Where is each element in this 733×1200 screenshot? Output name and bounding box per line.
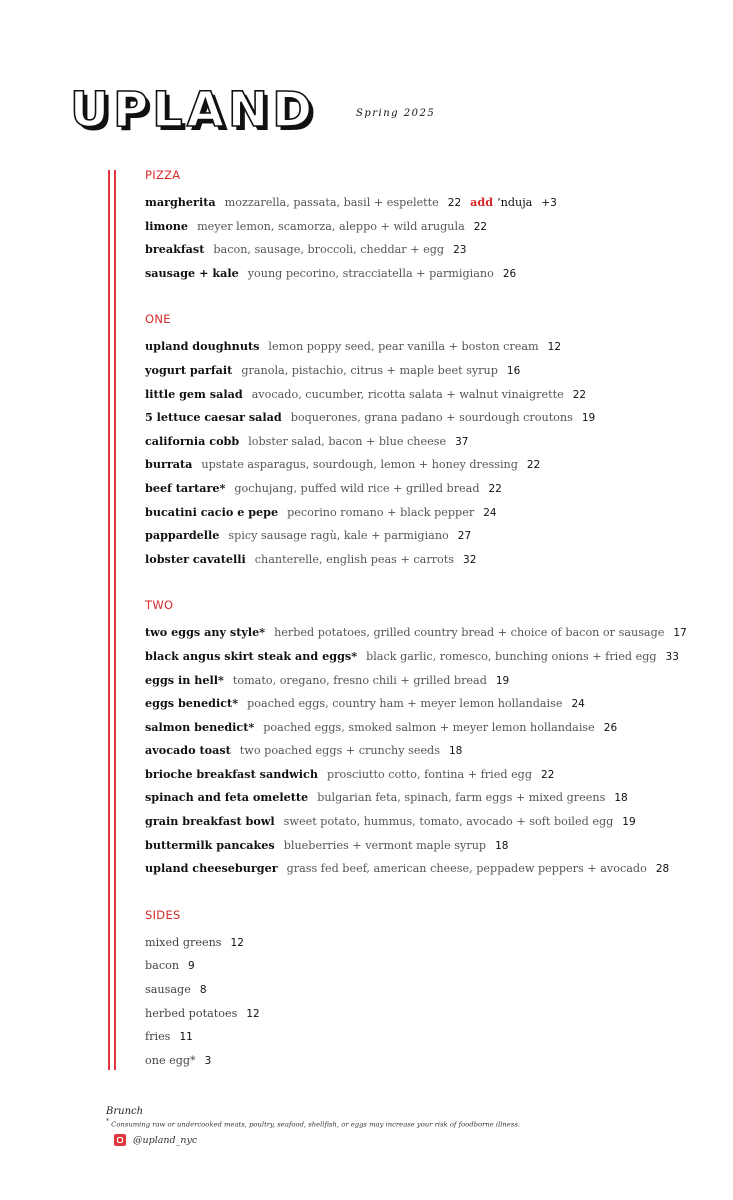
menu-item bbox=[145, 692, 720, 716]
item-price: 22 bbox=[541, 768, 555, 781]
item-description: black garlic, romesco, bunching onions + fried egg bbox=[366, 649, 657, 663]
item-price: 9 bbox=[188, 960, 195, 973]
menu-item bbox=[145, 978, 720, 1002]
item-name: brioche breakfast sandwich bbox=[145, 766, 318, 781]
item-description: chanterelle, english peas + carrots bbox=[254, 552, 455, 566]
menu-item bbox=[145, 857, 720, 881]
item-price: 22 bbox=[488, 482, 502, 495]
section-title: PIZZA bbox=[145, 168, 181, 182]
item-name: mixed greens bbox=[145, 935, 222, 949]
item-description: poached eggs, country ham + meyer lemon hollandaise bbox=[247, 697, 563, 711]
menu-season: Spring 2025 bbox=[356, 108, 436, 119]
menu-item bbox=[145, 359, 720, 383]
item-price: 19 bbox=[622, 816, 636, 829]
item-price: 19 bbox=[495, 674, 510, 687]
item-name: one egg* bbox=[145, 1053, 196, 1067]
menu-item bbox=[145, 524, 720, 548]
menu-footer bbox=[106, 1106, 520, 1146]
menu-item bbox=[145, 786, 720, 810]
section-title: SIDES bbox=[145, 907, 181, 922]
addon-item: ’nduja bbox=[497, 196, 533, 209]
item-price: 22 bbox=[447, 197, 462, 209]
item-price: 17 bbox=[673, 627, 687, 640]
item-description: gochujang, puffed wild rice + grilled bread bbox=[234, 481, 480, 495]
section-title: TWO bbox=[145, 598, 174, 613]
item-name: sausage bbox=[145, 983, 191, 997]
item-price: 22 bbox=[572, 388, 587, 401]
menu-section-two bbox=[145, 598, 720, 881]
item-price: 3 bbox=[204, 1054, 212, 1067]
menu-item bbox=[145, 834, 720, 858]
item-description: young pecorino, stracciatella + parmigiano bbox=[247, 266, 494, 280]
item-description: lemon poppy seed, pear vanilla + boston cream bbox=[268, 340, 539, 354]
item-description: herbed potatoes, grilled country bread + choice of bacon or sausage bbox=[274, 626, 665, 640]
item-name: upland cheeseburger bbox=[145, 861, 278, 876]
item-price: 22 bbox=[526, 459, 541, 472]
item-price: 26 bbox=[603, 721, 618, 734]
item-description: mozzarella, passata, basil + espelette bbox=[224, 196, 439, 209]
menu-body bbox=[145, 168, 720, 1099]
item-name: upland doughnuts bbox=[145, 339, 260, 354]
item-description: sweet potato, hummus, tomato, avocado + soft boiled egg bbox=[283, 815, 614, 829]
menu-item bbox=[145, 335, 720, 359]
item-description: bulgarian feta, spinach, farm eggs + mixed greens bbox=[317, 791, 606, 805]
menu-item bbox=[145, 501, 720, 525]
item-description: lobster salad, bacon + blue cheese bbox=[248, 434, 447, 448]
item-name: little gem salad bbox=[145, 386, 243, 401]
item-price: 37 bbox=[455, 435, 469, 448]
item-description: prosciutto cotto, fontina + fried egg bbox=[326, 767, 533, 781]
restaurant-logo: UPLAND bbox=[70, 82, 316, 138]
item-name: black angus skirt steak and eggs* bbox=[145, 648, 358, 663]
item-price: 12 bbox=[246, 1007, 260, 1020]
menu-item bbox=[145, 383, 720, 407]
item-name: margherita bbox=[145, 195, 216, 209]
social-handle[interactable] bbox=[114, 1134, 520, 1146]
item-description: granola, pistachio, citrus + maple beet syrup bbox=[241, 363, 498, 377]
item-name: fries bbox=[145, 1030, 171, 1044]
instagram-icon bbox=[114, 1134, 126, 1146]
menu-item bbox=[145, 215, 720, 239]
item-price: 18 bbox=[448, 745, 463, 758]
item-name: burrata bbox=[145, 457, 193, 472]
menu-item bbox=[145, 810, 720, 834]
disclaimer-asterisk: * bbox=[106, 1118, 109, 1125]
item-price: 33 bbox=[665, 650, 679, 663]
item-price: 12 bbox=[230, 936, 244, 949]
menu-item bbox=[145, 669, 720, 693]
item-name: eggs benedict* bbox=[145, 696, 239, 711]
menu-item bbox=[145, 1002, 720, 1026]
item-description: tomato, oregano, fresno chili + grilled bread bbox=[232, 673, 487, 687]
menu-item bbox=[145, 954, 720, 978]
instagram-handle[interactable]: @upland_nyc bbox=[133, 1134, 198, 1146]
decorative-rule-left bbox=[108, 170, 110, 1070]
menu-item bbox=[145, 931, 720, 955]
item-price: 19 bbox=[581, 412, 596, 425]
food-safety-disclaimer bbox=[106, 1118, 520, 1128]
footer-menu-label: Brunch bbox=[106, 1106, 144, 1117]
menu-item bbox=[145, 406, 720, 430]
item-price: 23 bbox=[453, 244, 467, 257]
disclaimer-text: Consuming raw or undercooked meats, poultry, seafood, shellfish, or eggs may increase your risk of foodborne illness. bbox=[111, 1120, 520, 1129]
item-description: grass fed beef, american cheese, peppadew peppers + avocado bbox=[286, 862, 647, 876]
menu-item bbox=[145, 621, 720, 645]
item-name: bacon bbox=[145, 959, 180, 973]
item-description: upstate asparagus, sourdough, lemon + honey dressing bbox=[201, 458, 518, 472]
menu-item bbox=[145, 238, 720, 262]
decorative-rule-right bbox=[114, 170, 116, 1070]
item-price: 18 bbox=[614, 792, 628, 805]
section-title: ONE bbox=[145, 312, 171, 327]
menu-item bbox=[145, 430, 720, 454]
item-name: california cobb bbox=[145, 433, 240, 448]
menu-item bbox=[145, 191, 720, 215]
item-name: salmon benedict* bbox=[145, 719, 255, 734]
item-description: poached eggs, smoked salmon + meyer lemon hollandaise bbox=[263, 720, 595, 734]
menu-item bbox=[145, 262, 720, 286]
item-price: 11 bbox=[179, 1031, 193, 1044]
menu-item bbox=[145, 763, 720, 787]
item-name: eggs in hell* bbox=[145, 672, 224, 687]
item-description: blueberries + vermont maple syrup bbox=[283, 838, 487, 852]
menu-item bbox=[145, 739, 720, 763]
item-name: limone bbox=[145, 218, 189, 233]
menu-section-one bbox=[145, 312, 720, 571]
item-name: two eggs any style* bbox=[145, 625, 266, 640]
addon-price: +3 bbox=[541, 197, 557, 209]
item-description: meyer lemon, scamorza, aleppo + wild arugula bbox=[197, 219, 465, 233]
menu-section-sides bbox=[145, 908, 720, 1073]
menu-item bbox=[145, 716, 720, 740]
item-price: 24 bbox=[571, 698, 585, 711]
item-name: bucatini cacio e pepe bbox=[145, 504, 279, 519]
item-description: bacon, sausage, broccoli, cheddar + egg bbox=[213, 243, 445, 257]
menu-section-pizza bbox=[145, 168, 720, 285]
menu-item bbox=[145, 477, 720, 501]
item-price: 28 bbox=[655, 863, 670, 876]
item-name: grain breakfast bowl bbox=[145, 814, 275, 829]
menu-item bbox=[145, 1049, 720, 1073]
item-price: 32 bbox=[463, 553, 477, 566]
item-name: breakfast bbox=[145, 242, 205, 257]
item-name: herbed potatoes bbox=[145, 1006, 238, 1020]
menu-item bbox=[145, 1025, 720, 1049]
item-price: 8 bbox=[199, 984, 207, 997]
item-price: 18 bbox=[495, 839, 509, 852]
item-price: 12 bbox=[547, 341, 562, 354]
item-description: pecorino romano + black pepper bbox=[287, 505, 475, 519]
item-name: beef tartare* bbox=[145, 480, 226, 495]
menu-item bbox=[145, 645, 720, 669]
item-description: boquerones, grana padano + sourdough croutons bbox=[290, 411, 573, 425]
item-price: 24 bbox=[483, 506, 497, 519]
item-price: 26 bbox=[502, 267, 517, 280]
item-name: buttermilk pancakes bbox=[145, 837, 275, 852]
item-name: sausage + kale bbox=[145, 265, 239, 280]
item-name: lobster cavatelli bbox=[145, 551, 246, 566]
item-price: 22 bbox=[473, 220, 488, 233]
item-name: pappardelle bbox=[145, 528, 220, 543]
item-description: two poached eggs + crunchy seeds bbox=[239, 744, 440, 758]
menu-item bbox=[145, 453, 720, 477]
item-description: spicy sausage ragù, kale + parmigiano bbox=[228, 529, 449, 543]
item-name: 5 lettuce caesar salad bbox=[145, 410, 282, 425]
item-name: avocado toast bbox=[145, 743, 231, 758]
item-name: yogurt parfait bbox=[145, 362, 233, 377]
item-price: 27 bbox=[457, 530, 472, 543]
menu-item bbox=[145, 548, 720, 572]
item-description: avocado, cucumber, ricotta salata + walnut vinaigrette bbox=[251, 387, 564, 401]
item-price: 16 bbox=[506, 364, 521, 377]
item-name: spinach and feta omelette bbox=[145, 790, 309, 805]
addon-label: add bbox=[470, 195, 494, 209]
